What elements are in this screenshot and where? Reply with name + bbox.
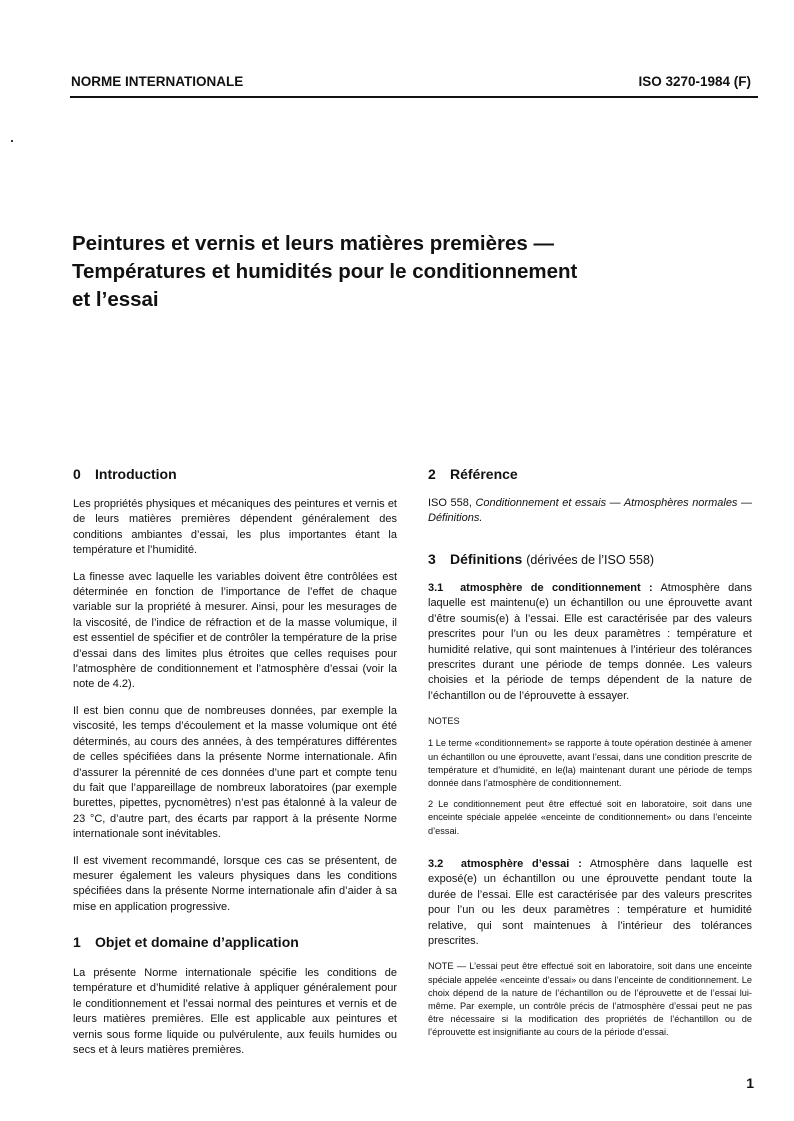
reference-title: Conditionnement et essais — Atmosphères normales — Définitions.: [428, 497, 752, 525]
section-3-subtitle: (dérivées de l’ISO 558): [526, 553, 655, 567]
definition-3-1-number: 3.1: [428, 582, 444, 594]
section-3-heading: [428, 550, 654, 569]
section-0-heading: [73, 465, 177, 483]
intro-paragraph-1: Les propriétés physiques et mécaniques des peintures et vernis et de leurs matières premières dépendent généralement des conditions ambiantes d’essai, les plus importantes étant la température et l’humidité.: [73, 498, 397, 557]
definition-3-2: [428, 857, 752, 949]
note-3: NOTE — L’essai peut être effectué soit en laboratoire, soit dans une enceinte spéciale appelée «enceinte d’essai» ou dans l’enceinte de conditionnement. Le choix dépend de la nature de l’échantillon ou de l’éprouvette et de l’essai lui-même. Par exemple, un contrôle précis de l’atmosphère d’essai peut ne pas être nécessaire si la modification des propriétés de l’échantillon ou de l’éprouvette est insignifiante au cours de la période d’essai.: [428, 961, 752, 1038]
section-3-title: Définitions: [450, 551, 523, 567]
definition-3-1-term: atmosphère de conditionnement :: [460, 582, 653, 594]
section-2-title: Référence: [450, 466, 518, 482]
intro-paragraph-2: La finesse avec laquelle les variables doivent être contrôlées est déterminée en fonction de l’importance de l’effet de chaque variable sur la propriété à mesurer. Ainsi, pour les mesurages de la viscosité, de l’indice de réfraction et de la masse volumique, il est essentiel de spécifier et de contrôler la température de la prise d’essai dans des limites plus étroites que celles requises pour l’atmosphère de conditionnement et l’atmosphère d’essai (voir la note de 4.2).: [73, 570, 397, 691]
notes-label: NOTES: [428, 716, 460, 727]
header-right: ISO 3270-1984 (F): [638, 74, 751, 89]
definition-3-2-term: atmosphère d’essai :: [460, 858, 582, 870]
header-left: NORME INTERNATIONALE: [71, 74, 244, 89]
title-line-2: Températures et humidités pour le conditionnement: [72, 260, 578, 283]
definition-3-1: [428, 581, 752, 704]
section-2-body: [428, 496, 752, 527]
definition-3-2-text: Atmosphère dans laquelle est exposé(e) un échantillon ou une éprouvette pendant toute la durée de l’essai. Elle est caractérisée par des valeurs prescrites pour l’un ou les deux paramètres : température et humidité relative, qui sont maintenues à l’intérieur des tolérances prescrites.: [428, 858, 752, 948]
scan-dot: [11, 140, 13, 142]
section-1-body: [73, 966, 397, 1058]
scope-paragraph: La présente Norme internationale spécifie les conditions de température et d’humidité relative à appliquer généralement pour le conditionnement et l’essai normal des peintures et vernis et de leurs matières premières. Elle est applicable aux peintures et vernis sous forme liquide ou pulvérulente, aux feuils humides ou secs et à leurs matières premières.: [73, 967, 397, 1057]
header-rule: [70, 96, 758, 98]
section-2-heading: [428, 465, 518, 483]
intro-paragraph-3: Il est bien connu que de nombreuses données, par exemple la viscosité, les temps d’écoulement et la masse volumique ont été déterminés, au cours des années, à des températures différentes de celles spécifiées dans la présente Norme internationale. Afin d’assurer la pérennité de ces données d’une part et compte tenu du fait que l’appareillage de nombreux laboratoires (par exemple burettes, pipettes, pycnomètres) n’est pas étalonné à la valeur de 23 °C, d’autre part, des écarts par rapport à la présente Norme internationale sont inévitables.: [73, 704, 397, 841]
page-number: 1: [746, 1075, 754, 1091]
definition-3-2-block: [428, 857, 752, 1040]
section-3-number: 3: [428, 551, 436, 567]
section-0-body: [73, 497, 397, 915]
section-1-heading: [73, 933, 299, 951]
note-2: 2 Le conditionnement peut être effectué soit en laboratoire, soit dans une enceinte spéciale appelée «enceinte de conditionnement» ou dans l’enceinte d’essai.: [428, 799, 752, 836]
intro-paragraph-4: Il est vivement recommandé, lorsque ces cas se présentent, de mesurer également les valeurs physiques dans les conditions spécifiées dans la présente Norme internationale afin d’aider à sa mise en application progressive.: [73, 854, 397, 913]
reference-entry: [428, 496, 752, 527]
section-3-body: [428, 581, 752, 838]
section-1-title: Objet et domaine d’application: [95, 934, 299, 950]
title-line-1: Peintures et vernis et leurs matières premières —: [72, 232, 554, 255]
definition-3-1-text: Atmosphère dans laquelle est maintenu(e) un échantillon ou une éprouvette avant d’être soumis(e) à l’essai. Elle est caractérisée par des valeurs prescrites pour l’un ou les deux paramètres : température et humidité relative, qui sont maintenues à l’intérieur des tolérances prescrites durant une période de temps donnée. Les valeurs choisies et la période de temps dépendent de la nature de l’échantillon ou de l’éprouvette à essayer.: [428, 582, 752, 702]
document-title: [72, 230, 732, 314]
section-2-number: 2: [428, 466, 436, 482]
section-1-number: 1: [73, 934, 81, 950]
title-line-3: et l’essai: [72, 288, 159, 311]
reference-code: ISO 558,: [428, 497, 472, 509]
section-0-title: Introduction: [95, 466, 177, 482]
section-0-number: 0: [73, 466, 81, 482]
note-1: 1 Le terme «conditionnement» se rapporte à toute opération destinée à amener un échantillon ou une éprouvette, avant l’essai, dans une condition prescrite de température et d’humidité, en le(la) maintenant durant une période de temps donnée dans l’atmosphère de conditionnement.: [428, 738, 752, 789]
definition-3-2-number: 3.2: [428, 858, 444, 870]
